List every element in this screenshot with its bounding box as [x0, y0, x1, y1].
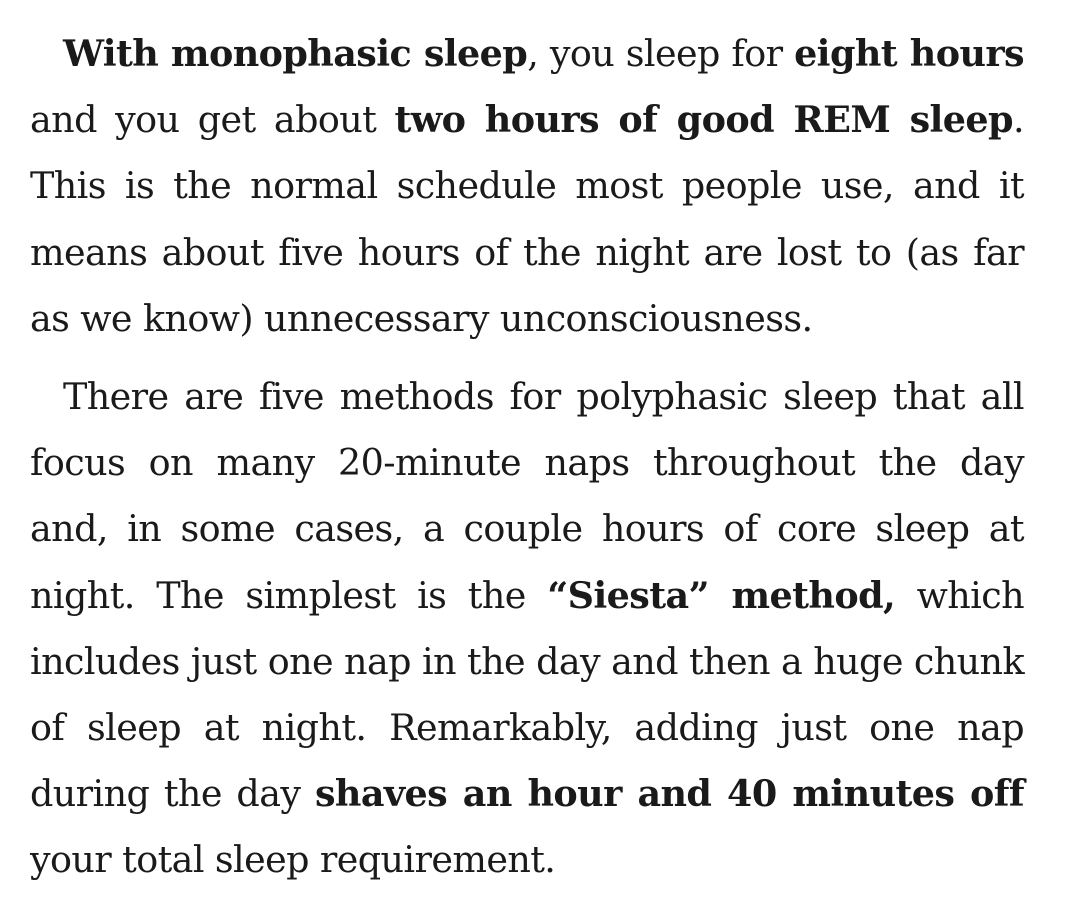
- paragraph-polyphasic-sleep: [30, 364, 1024, 894]
- body-text: . This is the normal schedule most people use, and it means about five hours of the night are lost to (as far as we know) unnecessary unconsciousness.: [30, 98, 1024, 340]
- bold-text: two hours of good REM sleep: [394, 98, 1013, 142]
- bold-text: eight hours: [794, 32, 1024, 75]
- document-page: [30, 21, 1024, 894]
- bold-text: shaves an hour and 40 minutes off: [314, 772, 1024, 816]
- body-text: which includes just one nap in the day and then a huge chunk of sleep at night. Remarkably, adding just one nap during the day: [30, 573, 1024, 816]
- bold-text: “Siesta” method,: [547, 573, 896, 617]
- bold-text: With monophasic sleep: [63, 32, 528, 75]
- body-text: , you sleep for: [527, 32, 795, 75]
- body-text: and you get about: [30, 98, 395, 142]
- body-text: There are five methods for polyphasic sleep that all focus on many 20-minute naps throughout the day and, in some cases, a couple hours of core sleep at night. The simplest is the: [30, 375, 1024, 617]
- paragraph-monophasic-sleep: [30, 21, 1024, 352]
- body-text: your total sleep requirement.: [30, 838, 556, 882]
